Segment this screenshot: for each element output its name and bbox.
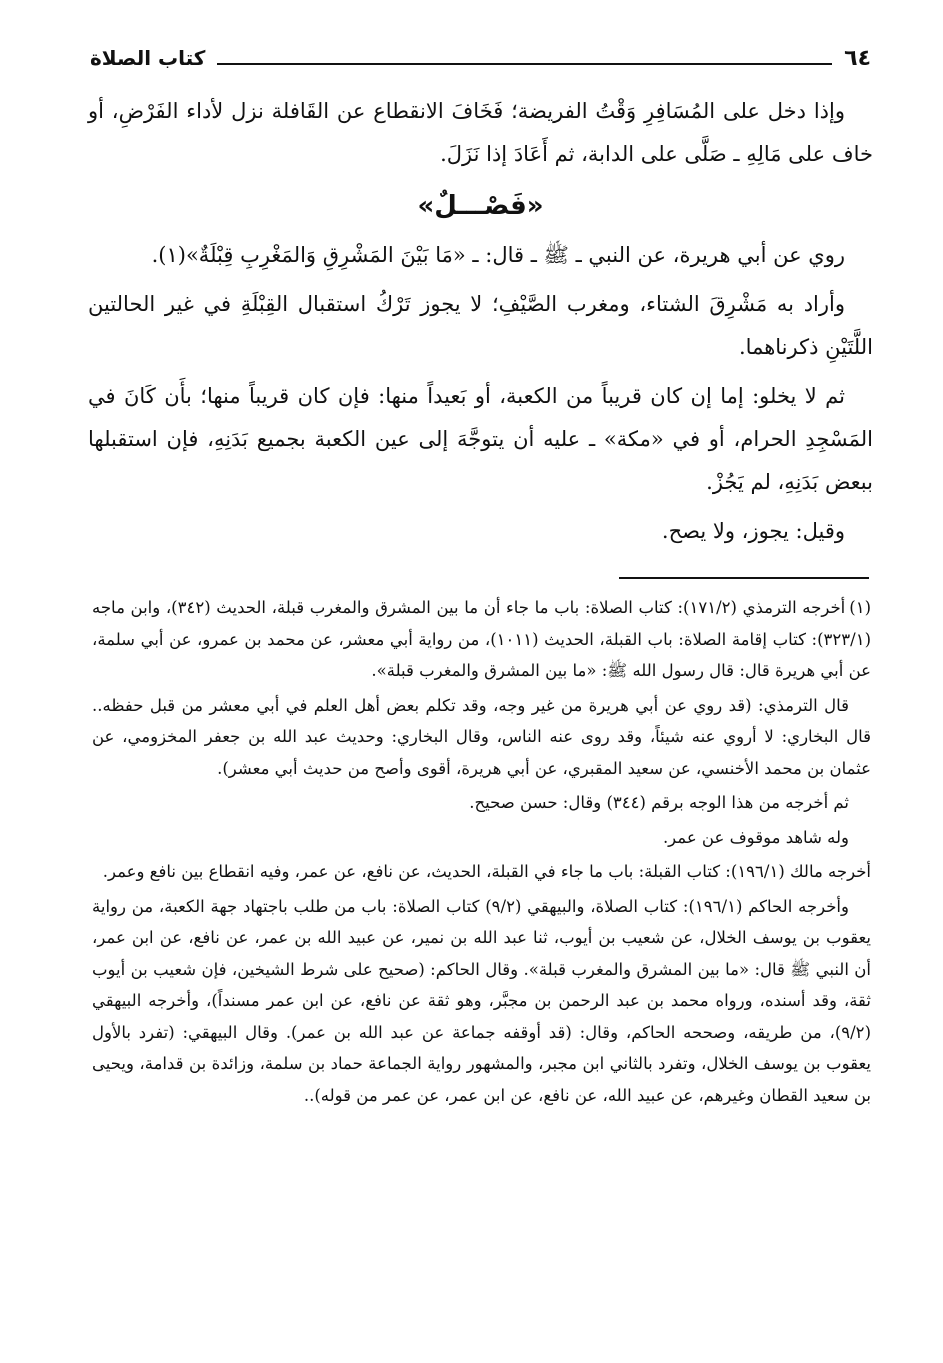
footnote-paragraph-5: أخرجه مالك (١٩٦/١): كتاب القبلة: باب ما جاء في القبلة، الحديث، عن نافع، عن عمر، وفيه انقطاع بين نافع وعمر. <box>102 862 871 881</box>
footnote-paragraph-3: ثم أخرجه من هذا الوجه برقم (٣٤٤) وقال: حسن صحيح. <box>469 793 849 812</box>
footnote-paragraph-6: وأخرجه الحاكم (١٩٦/١): كتاب الصلاة، والبيهقي (٩/٢) كتاب الصلاة: باب من طلب باجتهاد جهة الكعبة، من رواية يعقوب بن يوسف الخلال، عن شعيب بن أيوب، ثنا عبد الله بن نمير، عن عبيد الله بن عمر، عن نافع، عن ابن عمر، أن النبي ﷺ قال: «ما بين المشرق والمغرب قبلة». وقال الحاكم: (صحيح على شرط الشيخين، فإن شعيب بن أيوب ثقة، وقد أسنده، ورواه محمد بن عبد الرحمن بن مجبَّر، وهو ثقة عن نافع، عن ابن عمر مسنداً)، وأخرجه البيهقي (٩/٢)، من طريقه، وصححه الحاكم، وقال: (قد أوقفه جماعة عن عبد الله بن عمر). وقال البيهقي: (تفرد بالأول يعقوب بن يوسف الخلال، وتفرد بالثاني ابن مجبر، والمشهور رواية الجماعة حماد بن سلمة، وزائدة بن قدامة، ويحيى بن سعيد القطان وغيرهم، عن عبيد الله، عن نافع، عن ابن عمر، عن عمر من قوله).. <box>92 896 871 1105</box>
footnote-1 <box>92 592 871 687</box>
footnote-paragraph-4: وله شاهد موقوف عن عمر. <box>662 827 849 847</box>
footnote-separator <box>619 577 869 579</box>
paragraph-2: روي عن أبي هريرة، عن النبي ـ ﷺ ـ قال: ـ «مَا بَيْنَ المَشْرِقِ وَالمَغْرِبِ قِبْلَةٌ»(١). <box>151 243 845 267</box>
main-text <box>88 90 873 559</box>
running-title: كتاب الصلاة <box>90 46 206 70</box>
header-rule <box>217 63 832 65</box>
footnote-1-text: أخرجه الترمذي (١٧١/٢): كتاب الصلاة: باب ما جاء أن ما بين المشرق والمغرب قبلة، الحديث (٣٤٢)، وابن ماجه (٣٢٣/١): كتاب إقامة الصلاة: باب القبلة، الحديث (١٠١١)، من رواية أبي معشر، عن محمد بن عمرو، عن أبي سلمة، عن أبي هريرة قال: قال رسول الله ﷺ: «ما بين المشرق والمغرب قبلة». <box>92 598 871 680</box>
page-header <box>90 40 871 76</box>
footnote-paragraph-2: قال الترمذي: (قد روي عن أبي هريرة من غير وجه، وقد تكلم بعض أهل العلم في أبي معشر من قبل حفظه.. قال البخاري: لا أروي عنه شيئاً، وقد روى عنه الناس، وقال البخاري: وحديث عبد الله بن جعفر المخزومي، عن عثمان بن محمد الأخنسي، عن سعيد المقبري، عن أبي هريرة، أقوى وأصح من حديث أبي معشر). <box>92 695 871 778</box>
paragraph-5: وقيل: يجوز، ولا يصح. <box>661 519 845 543</box>
paragraph-1: وإذا دخل على المُسَافِرِ وَقْتُ الفريضة؛ فَخَافَ الانقطاع عن القَافلة نزل لأداء الفَرْضِ، أو خاف على مَالِهِ ـ صَلَّى على الدابة، ثم أَعَادَ إذا نَزَلَ. <box>88 99 873 166</box>
page-number: ٦٤ <box>844 45 871 71</box>
paragraph-3: وأراد به مَشْرِقَ الشتاء، ومغرب الصَّيْفِ؛ لا يجوز تَرْكُ استقبال القِبْلَةِ في غير الحالتين اللَّتَيْنِ ذكرناهما. <box>88 292 873 359</box>
footnotes <box>92 592 871 1114</box>
footnote-marker: (١) <box>849 598 871 617</box>
paragraph-4: ثم لا يخلو: إما إن كان قريباً من الكعبة، أو بَعيداً منها: فإن كان قريباً منها؛ بأَن كَانَ في المَسْجِدِ الحرام، أو في «مكة» ـ عليه أن يتوجَّهَ إلى عين الكعبة بجميع بَدَنِهِ، فإن استقبلها ببعض بَدَنِهِ، لم يَجُزْ. <box>88 384 873 494</box>
section-heading: «فَصْـــلٌ» <box>417 191 544 221</box>
